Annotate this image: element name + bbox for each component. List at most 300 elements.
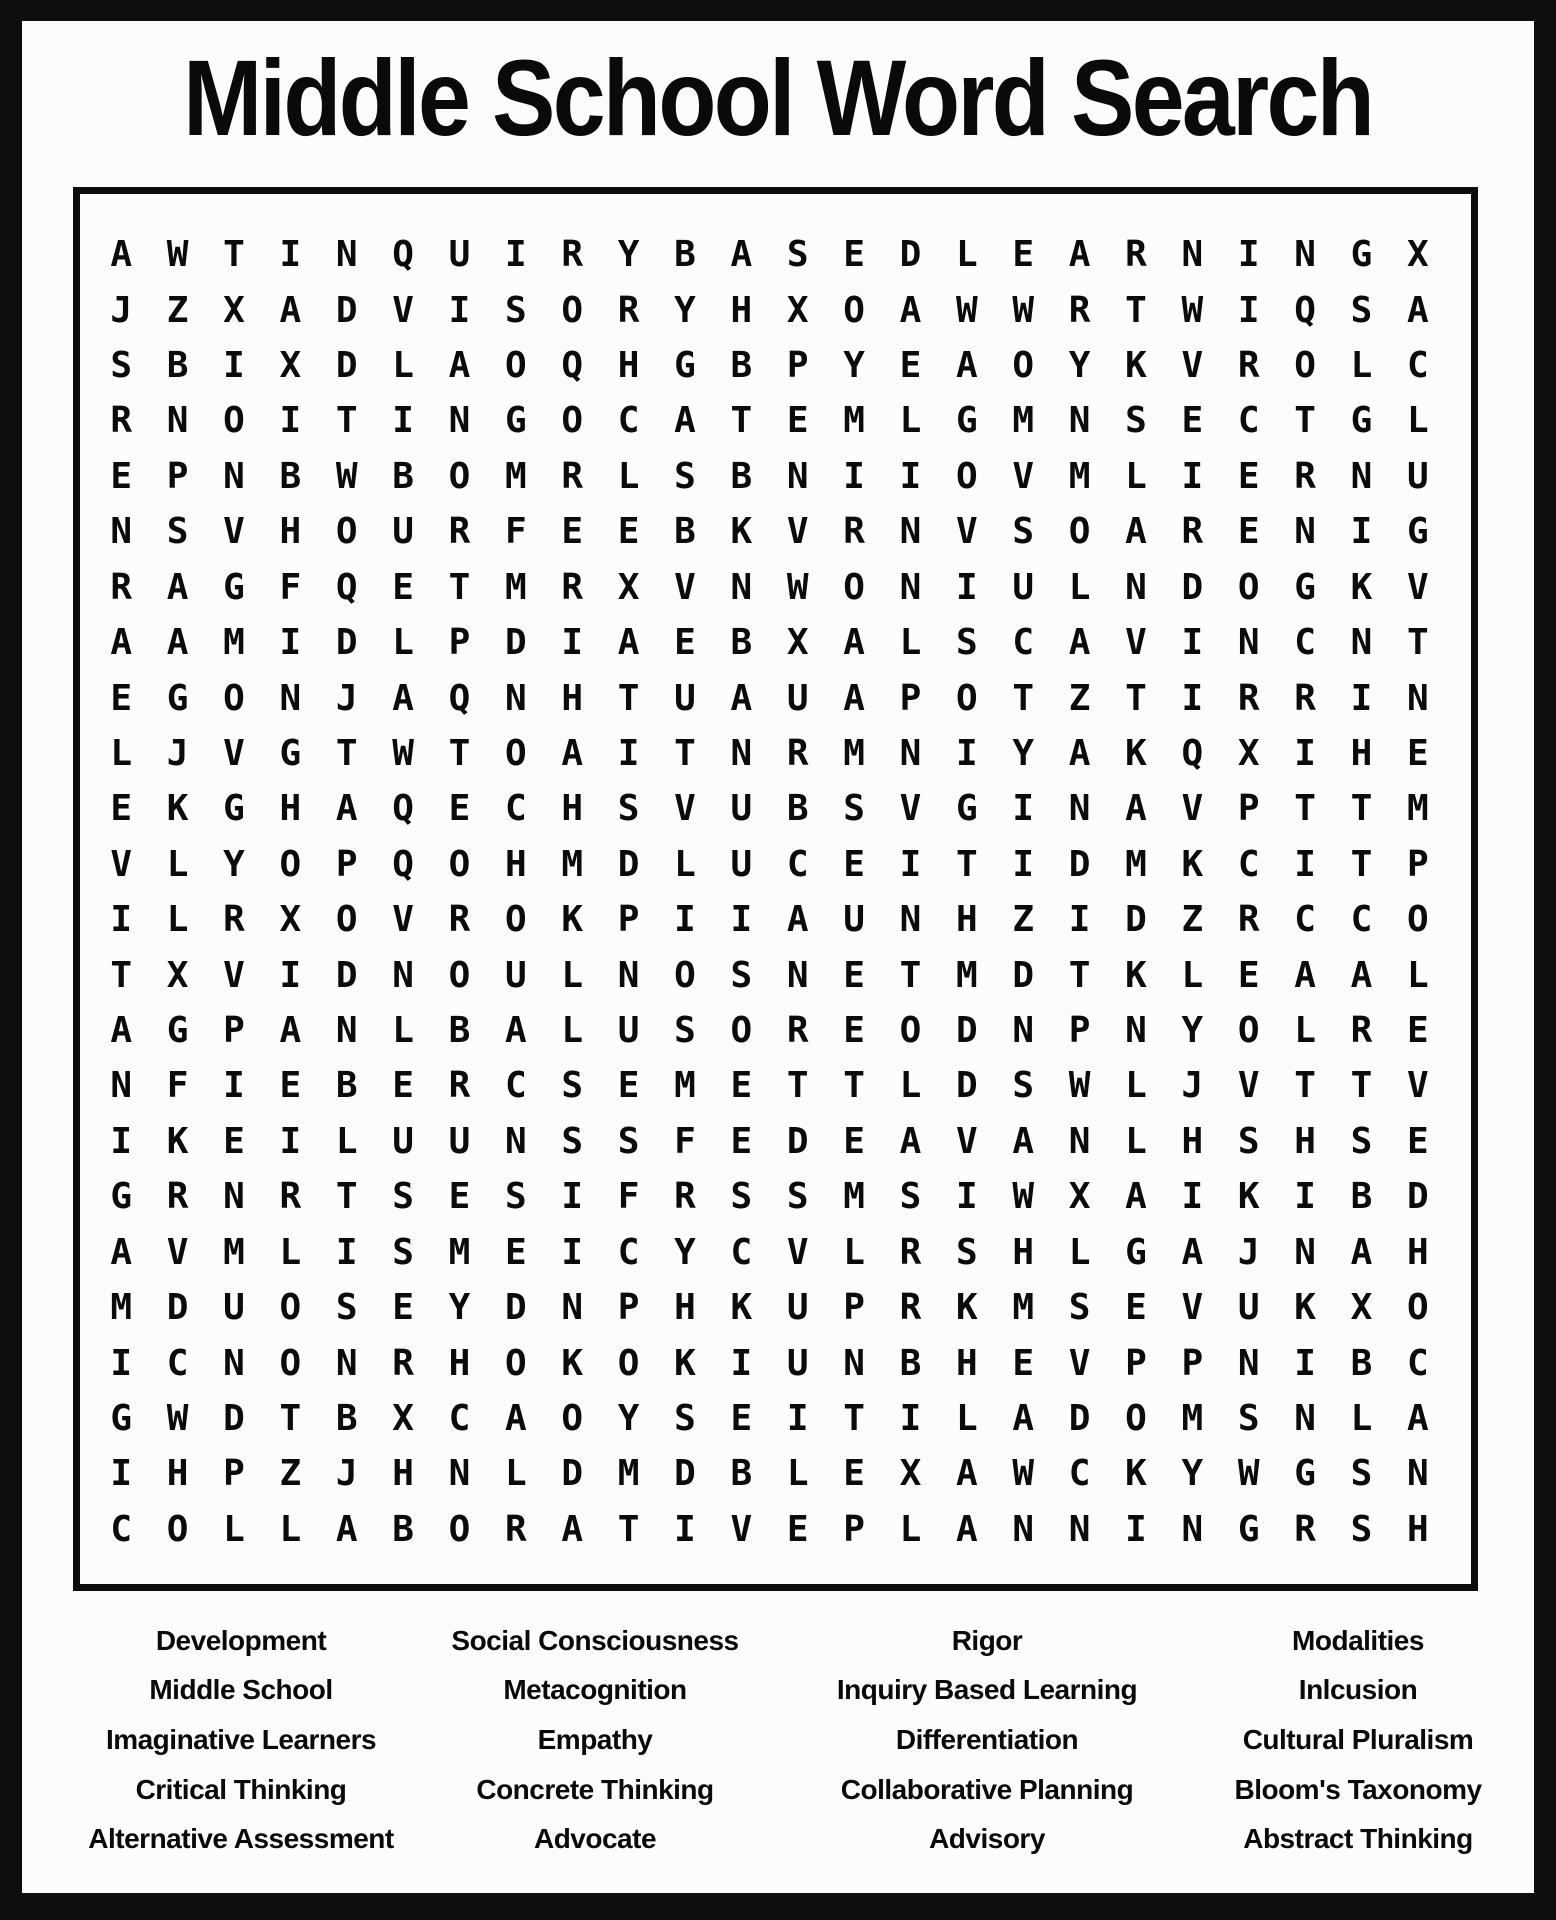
grid-cell: I	[1294, 843, 1316, 885]
grid-cell: W	[1068, 1065, 1091, 1107]
grid-cell: D	[1181, 566, 1204, 608]
grid-cell: N	[166, 400, 189, 442]
grid-cell: E	[1181, 400, 1204, 442]
grid-cell: N	[1068, 400, 1091, 442]
grid-cell: S	[730, 954, 753, 996]
grid-cell: M	[1406, 788, 1429, 830]
grid-cell: S	[1125, 400, 1147, 442]
grid-cell: S	[504, 289, 527, 331]
grid-cell: R	[1125, 234, 1147, 276]
grid-cell: L	[786, 1453, 809, 1495]
grid-cell: W	[166, 1397, 189, 1439]
grid-cell: E	[786, 400, 809, 442]
grid-cell: V	[674, 566, 696, 608]
grid-cell: O	[1406, 899, 1429, 941]
grid-cell: D	[1012, 954, 1035, 996]
grid-cell: H	[730, 289, 753, 331]
grid-cell: L	[279, 1508, 302, 1550]
grid-cell: D	[786, 1120, 809, 1162]
grid-cell: W	[1012, 1176, 1035, 1218]
grid-cell: E	[1125, 1287, 1147, 1329]
grid-cell: S	[335, 1287, 358, 1329]
grid-cell: E	[561, 511, 584, 553]
grid-cell: A	[1294, 954, 1316, 996]
grid-cell: H	[279, 511, 302, 553]
grid-cell: S	[561, 1065, 584, 1107]
grid-cell: D	[955, 1065, 978, 1107]
grid-cell: E	[1406, 1010, 1429, 1052]
grid-cell: F	[617, 1176, 640, 1218]
grid-cell: S	[561, 1120, 584, 1162]
grid-cell: A	[955, 345, 978, 387]
grid-cell: N	[335, 1342, 358, 1384]
grid-cell: I	[279, 954, 302, 996]
grid-cell: O	[843, 289, 865, 331]
grid-cell: G	[279, 732, 302, 774]
grid-cell: O	[561, 400, 584, 442]
grid-cell: N	[1181, 234, 1204, 276]
grid-cell: R	[1294, 455, 1316, 497]
grid-cell: I	[1181, 1176, 1204, 1218]
grid-cell: W	[1181, 289, 1204, 331]
grid-cell: I	[561, 1231, 584, 1273]
grid-cell: V	[1237, 1065, 1260, 1107]
word-list-item: Differentiation	[895, 1723, 1079, 1755]
grid-cell: K	[1125, 954, 1147, 996]
grid-cell: G	[1350, 400, 1373, 442]
grid-cell: P	[1181, 1342, 1204, 1384]
grid-cell: S	[1012, 511, 1035, 553]
grid-cell: N	[1012, 1508, 1035, 1550]
grid-cell: O	[335, 511, 358, 553]
word-list-item: Empathy	[537, 1723, 653, 1755]
grid-cell: T	[1125, 289, 1147, 331]
word-list-item: Middle School	[149, 1674, 333, 1706]
grid-cell: A	[1350, 1231, 1373, 1273]
grid-cell: X	[279, 899, 302, 941]
grid-cell: P	[843, 1287, 865, 1329]
grid-cell: E	[448, 788, 471, 830]
grid-cell: I	[674, 1508, 696, 1550]
grid-cell: R	[392, 1342, 414, 1384]
grid-cell: N	[1068, 1120, 1091, 1162]
grid-cell: W	[392, 732, 414, 774]
grid-cell: T	[279, 1397, 302, 1439]
grid-cell: V	[786, 1231, 809, 1273]
grid-cell: R	[786, 732, 809, 774]
grid-cell: U	[617, 1010, 640, 1052]
word-list-item: Critical Thinking	[135, 1773, 347, 1805]
grid-cell: V	[223, 954, 245, 996]
word-list-item: Alternative Assessment	[88, 1823, 394, 1855]
grid-cell: I	[110, 899, 133, 941]
grid-cell: O	[279, 1342, 302, 1384]
grid-cell: I	[561, 622, 584, 664]
grid-cell: I	[955, 566, 978, 608]
grid-cell: C	[1068, 1453, 1091, 1495]
grid-cell: U	[223, 1287, 245, 1329]
grid-cell: O	[1125, 1397, 1147, 1439]
grid-cell: Y	[843, 345, 865, 387]
word-list-item: Collaborative Planning	[840, 1773, 1134, 1805]
grid-cell: B	[730, 622, 753, 664]
grid-cell: I	[1068, 899, 1091, 941]
grid-cell: D	[617, 843, 640, 885]
grid-cell: P	[448, 622, 471, 664]
grid-cell: K	[1125, 345, 1147, 387]
grid-cell: V	[110, 843, 133, 885]
grid-cell: Z	[1012, 899, 1035, 941]
word-list-item: Bloom's Taxonomy	[1234, 1773, 1482, 1805]
grid-cell: G	[955, 400, 978, 442]
grid-cell: K	[1181, 843, 1204, 885]
grid-cell: O	[448, 843, 471, 885]
grid-cell: N	[335, 1010, 358, 1052]
grid-cell: P	[786, 345, 809, 387]
grid-cell: V	[1406, 1065, 1429, 1107]
grid-cell: B	[279, 455, 302, 497]
grid-cell: N	[504, 1120, 527, 1162]
grid-cell: F	[504, 511, 527, 553]
grid-cell: K	[730, 1287, 753, 1329]
grid-cell: I	[1012, 843, 1035, 885]
grid-cell: K	[1237, 1176, 1260, 1218]
grid-cell: T	[899, 954, 922, 996]
grid-cell: H	[448, 1342, 471, 1384]
grid-cell: V	[392, 289, 414, 331]
grid-cell: G	[1125, 1231, 1147, 1273]
grid-cell: D	[335, 289, 358, 331]
grid-cell: D	[335, 622, 358, 664]
word-list-item: Rigor	[951, 1624, 1023, 1656]
grid-cell: B	[786, 788, 809, 830]
grid-cell: H	[1012, 1231, 1035, 1273]
grid-cell: E	[223, 1120, 245, 1162]
grid-cell: I	[561, 1176, 584, 1218]
grid-cell: T	[110, 954, 133, 996]
grid-cell: A	[166, 622, 189, 664]
word-search-grid-box	[73, 187, 1478, 1591]
grid-cell: E	[617, 1065, 640, 1107]
grid-cell: M	[1012, 400, 1035, 442]
grid-cell: A	[1125, 511, 1147, 553]
grid-cell: S	[899, 1176, 922, 1218]
grid-cell: D	[955, 1010, 978, 1052]
grid-cell: T	[1350, 788, 1373, 830]
grid-cell: L	[392, 345, 414, 387]
grid-cell: E	[504, 1231, 527, 1273]
grid-cell: N	[1237, 1342, 1260, 1384]
grid-cell: V	[1181, 345, 1204, 387]
grid-cell: N	[392, 954, 414, 996]
grid-cell: E	[448, 1176, 471, 1218]
grid-cell: D	[223, 1397, 245, 1439]
grid-cell: O	[279, 1287, 302, 1329]
grid-cell: L	[899, 1065, 922, 1107]
grid-cell: N	[786, 954, 809, 996]
grid-cell: L	[279, 1231, 302, 1273]
grid-cell: R	[1068, 289, 1091, 331]
word-list-column	[415, 1616, 775, 1864]
grid-cell: P	[1125, 1342, 1147, 1384]
grid-cell: X	[786, 289, 809, 331]
grid-cell: T	[335, 1176, 358, 1218]
grid-cell: I	[730, 1342, 753, 1384]
grid-cell: E	[1237, 954, 1260, 996]
grid-cell: A	[1181, 1231, 1204, 1273]
grid-cell: O	[1012, 345, 1035, 387]
grid-cell: O	[730, 1010, 753, 1052]
grid-cell: S	[786, 1176, 809, 1218]
grid-cell: H	[617, 345, 640, 387]
grid-cell: I	[1237, 289, 1260, 331]
grid-cell: O	[1068, 511, 1091, 553]
grid-cell: A	[166, 566, 189, 608]
grid-cell: P	[1237, 788, 1260, 830]
grid-cell: T	[1012, 677, 1035, 719]
grid-cell: G	[223, 566, 245, 608]
grid-cell: P	[843, 1508, 865, 1550]
grid-cell: D	[674, 1453, 696, 1495]
grid-cell: L	[1125, 1065, 1147, 1107]
grid-cell: R	[1237, 345, 1260, 387]
grid-cell: U	[504, 954, 527, 996]
grid-cell: R	[561, 566, 584, 608]
grid-cell: R	[1350, 1010, 1373, 1052]
word-list-item: Concrete Thinking	[476, 1773, 714, 1805]
grid-cell: V	[392, 899, 414, 941]
grid-cell: N	[1237, 622, 1260, 664]
grid-cell: T	[617, 1508, 640, 1550]
grid-cell: G	[1350, 234, 1373, 276]
grid-cell: N	[1068, 788, 1091, 830]
grid-cell: V	[786, 511, 809, 553]
grid-cell: B	[335, 1397, 358, 1439]
grid-cell: C	[448, 1397, 471, 1439]
grid-cell: P	[899, 677, 922, 719]
grid-cell: V	[1068, 1342, 1091, 1384]
grid-cell: S	[955, 622, 978, 664]
grid-cell: J	[166, 732, 189, 774]
word-list-item: Inquiry Based Learning	[836, 1674, 1138, 1706]
grid-cell: T	[1294, 1065, 1316, 1107]
grid-cell: S	[674, 1010, 696, 1052]
grid-cell: A	[730, 234, 753, 276]
grid-cell: R	[1294, 677, 1316, 719]
grid-cell: L	[504, 1453, 527, 1495]
grid-cell: S	[166, 511, 189, 553]
grid-cell: U	[786, 1287, 809, 1329]
grid-cell: G	[166, 1010, 189, 1052]
grid-cell: O	[1237, 566, 1260, 608]
grid-cell: R	[110, 400, 133, 442]
grid-cell: M	[674, 1065, 696, 1107]
grid-cell: C	[786, 843, 809, 885]
grid-cell: M	[504, 566, 527, 608]
grid-cell: J	[110, 289, 133, 331]
grid-cell: M	[617, 1453, 640, 1495]
grid-cell: H	[955, 1342, 978, 1384]
word-list-item: Metacognition	[503, 1674, 687, 1706]
grid-cell: K	[1125, 1453, 1147, 1495]
grid-cell: N	[730, 732, 753, 774]
grid-cell: B	[392, 455, 414, 497]
grid-cell: I	[1181, 622, 1204, 664]
grid-cell: T	[1350, 843, 1373, 885]
grid-cell: V	[223, 511, 245, 553]
grid-cell: N	[1012, 1010, 1035, 1052]
grid-cell: L	[1068, 566, 1091, 608]
grid-cell: I	[1237, 234, 1260, 276]
grid-cell: H	[674, 1287, 696, 1329]
grid-cell: L	[561, 954, 584, 996]
grid-cell: L	[843, 1231, 865, 1273]
grid-cell: O	[504, 732, 527, 774]
grid-cell: L	[1068, 1231, 1091, 1273]
grid-cell: U	[843, 899, 865, 941]
grid-cell: X	[1237, 732, 1260, 774]
grid-cell: Q	[561, 345, 584, 387]
grid-cell: I	[1294, 1342, 1316, 1384]
grid-cell: C	[617, 1231, 640, 1273]
grid-cell: T	[617, 677, 640, 719]
grid-cell: A	[504, 1010, 527, 1052]
grid-cell: O	[674, 954, 696, 996]
grid-cell: R	[1294, 1508, 1316, 1550]
grid-cell: T	[223, 234, 245, 276]
grid-cell: S	[617, 1120, 640, 1162]
grid-cell: M	[561, 843, 584, 885]
grid-cell: A	[1068, 732, 1091, 774]
grid-cell: A	[1068, 234, 1091, 276]
grid-cell: U	[786, 1342, 809, 1384]
grid-cell: M	[448, 1231, 471, 1273]
grid-cell: X	[392, 1397, 414, 1439]
grid-cell: I	[843, 455, 865, 497]
grid-cell: V	[223, 732, 245, 774]
grid-cell: I	[279, 400, 302, 442]
grid-cell: N	[1350, 622, 1373, 664]
grid-cell: E	[786, 1508, 809, 1550]
grid-cell: Y	[617, 234, 640, 276]
grid-cell: S	[1237, 1120, 1260, 1162]
grid-cell: L	[392, 622, 414, 664]
grid-cell: R	[899, 1231, 922, 1273]
grid-cell: C	[1012, 622, 1035, 664]
grid-cell: Z	[1068, 677, 1091, 719]
grid-cell: O	[166, 1508, 189, 1550]
grid-cell: E	[899, 345, 922, 387]
grid-cell: R	[899, 1287, 922, 1329]
grid-cell: A	[1406, 289, 1429, 331]
grid-cell: N	[223, 1342, 245, 1384]
grid-cell: I	[1294, 1176, 1316, 1218]
word-list-item: Abstract Thinking	[1243, 1823, 1473, 1855]
grid-cell: O	[504, 1342, 527, 1384]
grid-cell: K	[561, 899, 584, 941]
grid-cell: R	[448, 899, 471, 941]
grid-cell: I	[392, 400, 414, 442]
grid-cell: A	[617, 622, 640, 664]
grid-cell: N	[110, 511, 133, 553]
grid-cell: B	[730, 455, 753, 497]
grid-cell: I	[279, 1120, 302, 1162]
grid-cell: S	[674, 1397, 696, 1439]
grid-cell: K	[561, 1342, 584, 1384]
grid-cell: Y	[1181, 1010, 1204, 1052]
grid-cell: I	[279, 234, 302, 276]
grid-cell: O	[335, 899, 358, 941]
grid-cell: N	[223, 455, 245, 497]
grid-cell: M	[1012, 1287, 1035, 1329]
grid-cell: N	[1350, 455, 1373, 497]
grid-cell: P	[1406, 843, 1429, 885]
grid-cell: E	[110, 788, 133, 830]
grid-cell: L	[899, 400, 922, 442]
grid-cell: R	[279, 1176, 302, 1218]
grid-cell: S	[617, 788, 640, 830]
grid-cell: L	[110, 732, 133, 774]
grid-cell: E	[843, 234, 865, 276]
grid-cell: O	[561, 1397, 584, 1439]
grid-cell: N	[843, 1342, 865, 1384]
grid-cell: E	[730, 1065, 753, 1107]
grid-cell: T	[1406, 622, 1429, 664]
grid-cell: M	[1181, 1397, 1204, 1439]
grid-cell: T	[674, 732, 696, 774]
grid-cell: W	[166, 234, 189, 276]
grid-cell: V	[899, 788, 922, 830]
grid-cell: P	[617, 899, 640, 941]
grid-cell: R	[166, 1176, 189, 1218]
grid-cell: S	[392, 1231, 414, 1273]
grid-cell: C	[504, 1065, 527, 1107]
grid-cell: N	[448, 400, 471, 442]
grid-cell: N	[561, 1287, 584, 1329]
grid-cell: I	[110, 1342, 133, 1384]
grid-cell: A	[279, 289, 302, 331]
grid-cell: S	[730, 1176, 753, 1218]
grid-cell: I	[110, 1120, 133, 1162]
grid-cell: E	[674, 622, 696, 664]
grid-cell: N	[1294, 511, 1316, 553]
grid-cell: I	[279, 622, 302, 664]
grid-cell: C	[1406, 345, 1429, 387]
grid-cell: L	[1350, 1397, 1373, 1439]
word-list-item: Advisory	[929, 1823, 1045, 1855]
grid-cell: E	[392, 566, 414, 608]
grid-cell: P	[1068, 1010, 1091, 1052]
grid-cell: B	[1350, 1176, 1373, 1218]
grid-cell: M	[843, 732, 865, 774]
grid-cell: D	[561, 1453, 584, 1495]
grid-cell: H	[561, 788, 584, 830]
grid-cell: P	[335, 843, 358, 885]
grid-cell: S	[1350, 1508, 1373, 1550]
grid-cell: A	[110, 1010, 133, 1052]
grid-cell: E	[1406, 1120, 1429, 1162]
grid-cell: W	[1237, 1453, 1260, 1495]
grid-cell: Y	[674, 1231, 696, 1273]
grid-cell: T	[955, 843, 978, 885]
grid-cell: M	[955, 954, 978, 996]
grid-cell: T	[1294, 400, 1316, 442]
grid-cell: A	[561, 1508, 584, 1550]
grid-cell: X	[166, 954, 189, 996]
grid-cell: A	[448, 345, 471, 387]
grid-cell: V	[730, 1508, 753, 1550]
grid-cell: L	[1125, 455, 1147, 497]
